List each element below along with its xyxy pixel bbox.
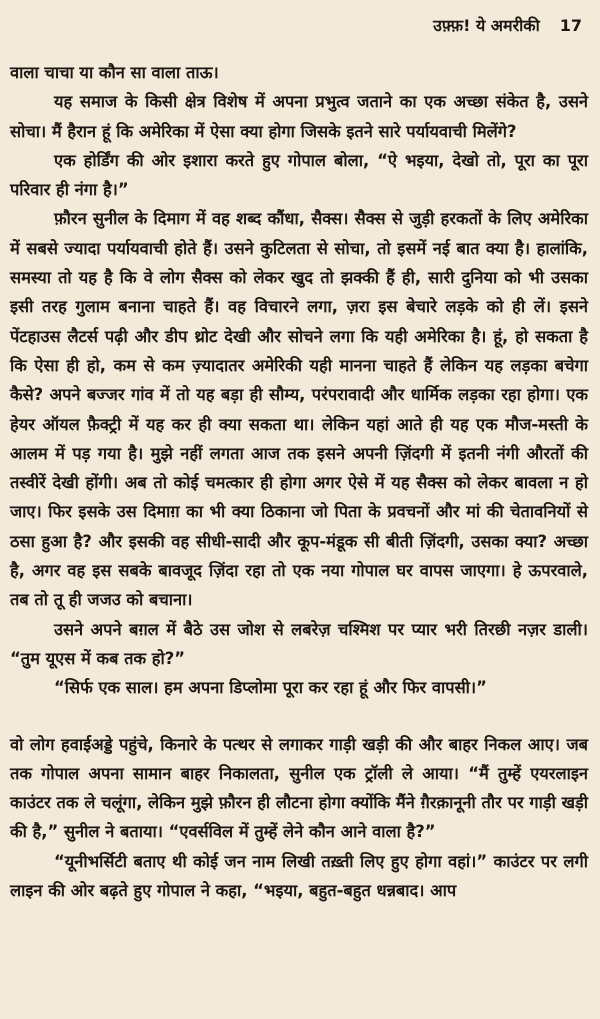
section-break <box>10 703 588 730</box>
paragraph: वाला चाचा या कौन सा वाला ताऊ। <box>10 63 219 82</box>
running-title: उफ़्फ़! ये अमरीकी <box>433 16 540 35</box>
paragraph: उसने अपने बग़ल में बैठे उस जोश से लबरेज़ चश्मिश पर प्यार भरी तिरछी नज़र डाली। “तुम यूएस में कब तक हो?” <box>10 619 588 668</box>
paragraph: “सिर्फ एक साल। हम अपना डिप्लोमा पूरा कर रहा हूं और फिर वापसी।” <box>54 678 487 698</box>
paragraph: यह समाज के किसी क्षेत्र विशेष में अपना प्रभुत्व जताने का एक अच्छा संकेत है, उसने सोचा। मैं हैरान हूं कि अमेरिका में ऐसा क्या होगा जिसके इतने सारे पर्यायवाची मिलेंगे? <box>10 92 588 141</box>
paragraph: फ़ौरन सुनील के दिमाग में वह शब्द कौंधा, सैक्स। सैक्स से जुड़ी हरकतों के लिए अमेरिका में सबसे ज्यादा पर्यायवाची होते हैं। उसने कुटिलता से सोचा, तो इसमें नई बात क्या है। हालांकि, समस्या तो यह है कि वे लोग सैक्स को लेकर खुद तो झक्की हैं ही, सारी दुनिया को भी उसका इसी तरह गुलाम बनाना चाहते हैं। वह विचारने लगा, ज़रा इस बेचारे लड़के को ही लें। इसने पेंटहाउस लैटर्स पढ़ी और डीप थ्रोट देखी और सोचने लगा कि यही अमेरिका है। हूं, हो सकता है कि ऐसा ही हो, कम से कम ज़्यादातर अमेरिकी यही मानना चाहते हैं लेकिन यह लड़का बचेगा कैसे? अपने बज्जर गांव में तो यह बड़ा ही सौम्य, परंपरावादी और धार्मिक लड़का रहा होगा। एक हेयर ऑयल फ़ैक्ट्री में यह कर ही क्या सकता था। लेकिन यहां आते ही यह एक मौज-मस्ती के आलम में पड़ गया है। मुझे नहीं लगता आज तक इसने अपनी ज़िंदगी में इतनी नंगी औरतों की तस्वीरें देखी होंगी। अब तो कोई चमत्कार ही होगा अगर ऐसे में यह सैक्स को लेकर बावला न हो जाए। फिर इसके उस दिमाग़ का भी क्या ठिकाना जो पिता के प्रवचनों और मां की चेतावनियों से ठसा हुआ है? और इसकी वह सीधी-सादी और कूप-मंडूक सी बीती ज़िंदगी, उसका क्या? अच्छा है, अगर वह इस सबके बावजूद ज़िंदा रहा तो एक नया गोपाल घर वापस जाएगा। हे ऊपरवाले, तब तो तू ही जजउ को बचाना। <box>10 209 588 610</box>
paragraph: एक होर्डिंग की ओर इशारा करते हुए गोपाल बोला, “ऐ भइया, देखो तो, पूरा का पूरा परिवार ही नंगा है।” <box>10 150 588 200</box>
page-number: 17 <box>559 16 582 35</box>
paragraph: “यूनीभर्सिटी बताए थी कोई जन नाम लिखी तख़्ती लिए हुए होगा वहां।” काउंटर पर लगी लाइन की ओर बढ़ते हुए गोपाल ने कहा, “भइया, बहुत-बहुत धन्नबाद। आप <box>10 851 588 901</box>
running-header <box>433 14 582 36</box>
paragraph: वो लोग हवाईअड्डे पहुंचे, किनारे के पत्थर से लगाकर गाड़ी खड़ी की और बाहर निकल आए। जब तक गोपाल अपना सामान बाहर निकालता, सुनील एक ट्रॉली ले आया। “मैं तुम्हें एयरलाइन काउंटर तक ले चलूंगा, लेकिन मुझे फ़ौरन ही लौटना होगा क्योंकि मैंने ग़ैरक़ानूनी तौर पर गाड़ी खड़ी की है,” सुनील ने बताया। “एवर्सविल में तुम्हें लेने कौन आने वाला है?” <box>10 734 588 842</box>
body-text <box>10 58 588 905</box>
